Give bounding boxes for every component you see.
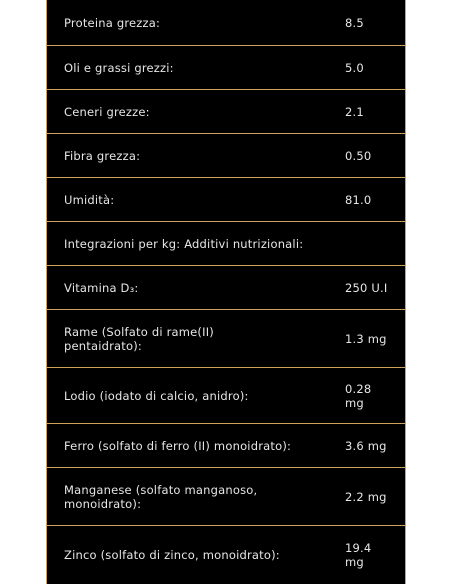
- row-value: 250 U.I: [345, 280, 388, 295]
- table-row: [47, 178, 405, 222]
- row-value: 19.4 mg: [345, 541, 372, 569]
- table-row: [47, 222, 405, 266]
- row-label: Ceneri grezze:: [64, 104, 150, 119]
- row-label: Vitamina D₃:: [64, 280, 139, 295]
- row-label: Ferro (solfato di ferro (II) monoidrato):: [64, 438, 292, 453]
- row-value: 1.3 mg: [345, 331, 387, 346]
- table-row: [47, 134, 405, 178]
- table-row: [47, 0, 405, 46]
- row-value: 8.5: [345, 15, 364, 30]
- row-label: Oli e grassi grezzi:: [64, 60, 174, 75]
- table-row: [47, 368, 405, 424]
- row-value: 81.0: [345, 192, 372, 207]
- row-value: 2.2 mg: [345, 489, 387, 504]
- table-row: [47, 526, 405, 584]
- row-label: Proteina grezza:: [64, 15, 161, 30]
- row-label: Rame (Solfato di rame(II) pentaidrato):: [64, 324, 214, 353]
- table-row: [47, 46, 405, 90]
- row-label: Integrazioni per kg: Additivi nutrizionali:: [64, 236, 304, 251]
- row-label: Zinco (solfato di zinco, monoidrato):: [64, 548, 280, 562]
- row-value: 0.28 mg: [345, 381, 372, 410]
- table-row: [47, 266, 405, 310]
- table-row: [47, 424, 405, 468]
- row-label: Manganese (solfato manganoso, monoidrato):: [64, 482, 258, 511]
- table-row: [47, 468, 405, 526]
- row-label: Lodio (iodato di calcio, anidro):: [64, 388, 249, 403]
- row-value: 3.6 mg: [345, 438, 387, 453]
- row-value: 5.0: [345, 60, 364, 75]
- row-label: Umidità:: [64, 192, 115, 207]
- row-value: 0.50: [345, 148, 372, 163]
- table-row: [47, 310, 405, 368]
- table-row: [47, 90, 405, 134]
- row-value: 2.1: [345, 104, 364, 119]
- nutrition-table: [46, 0, 406, 584]
- row-label: Fibra grezza:: [64, 148, 141, 163]
